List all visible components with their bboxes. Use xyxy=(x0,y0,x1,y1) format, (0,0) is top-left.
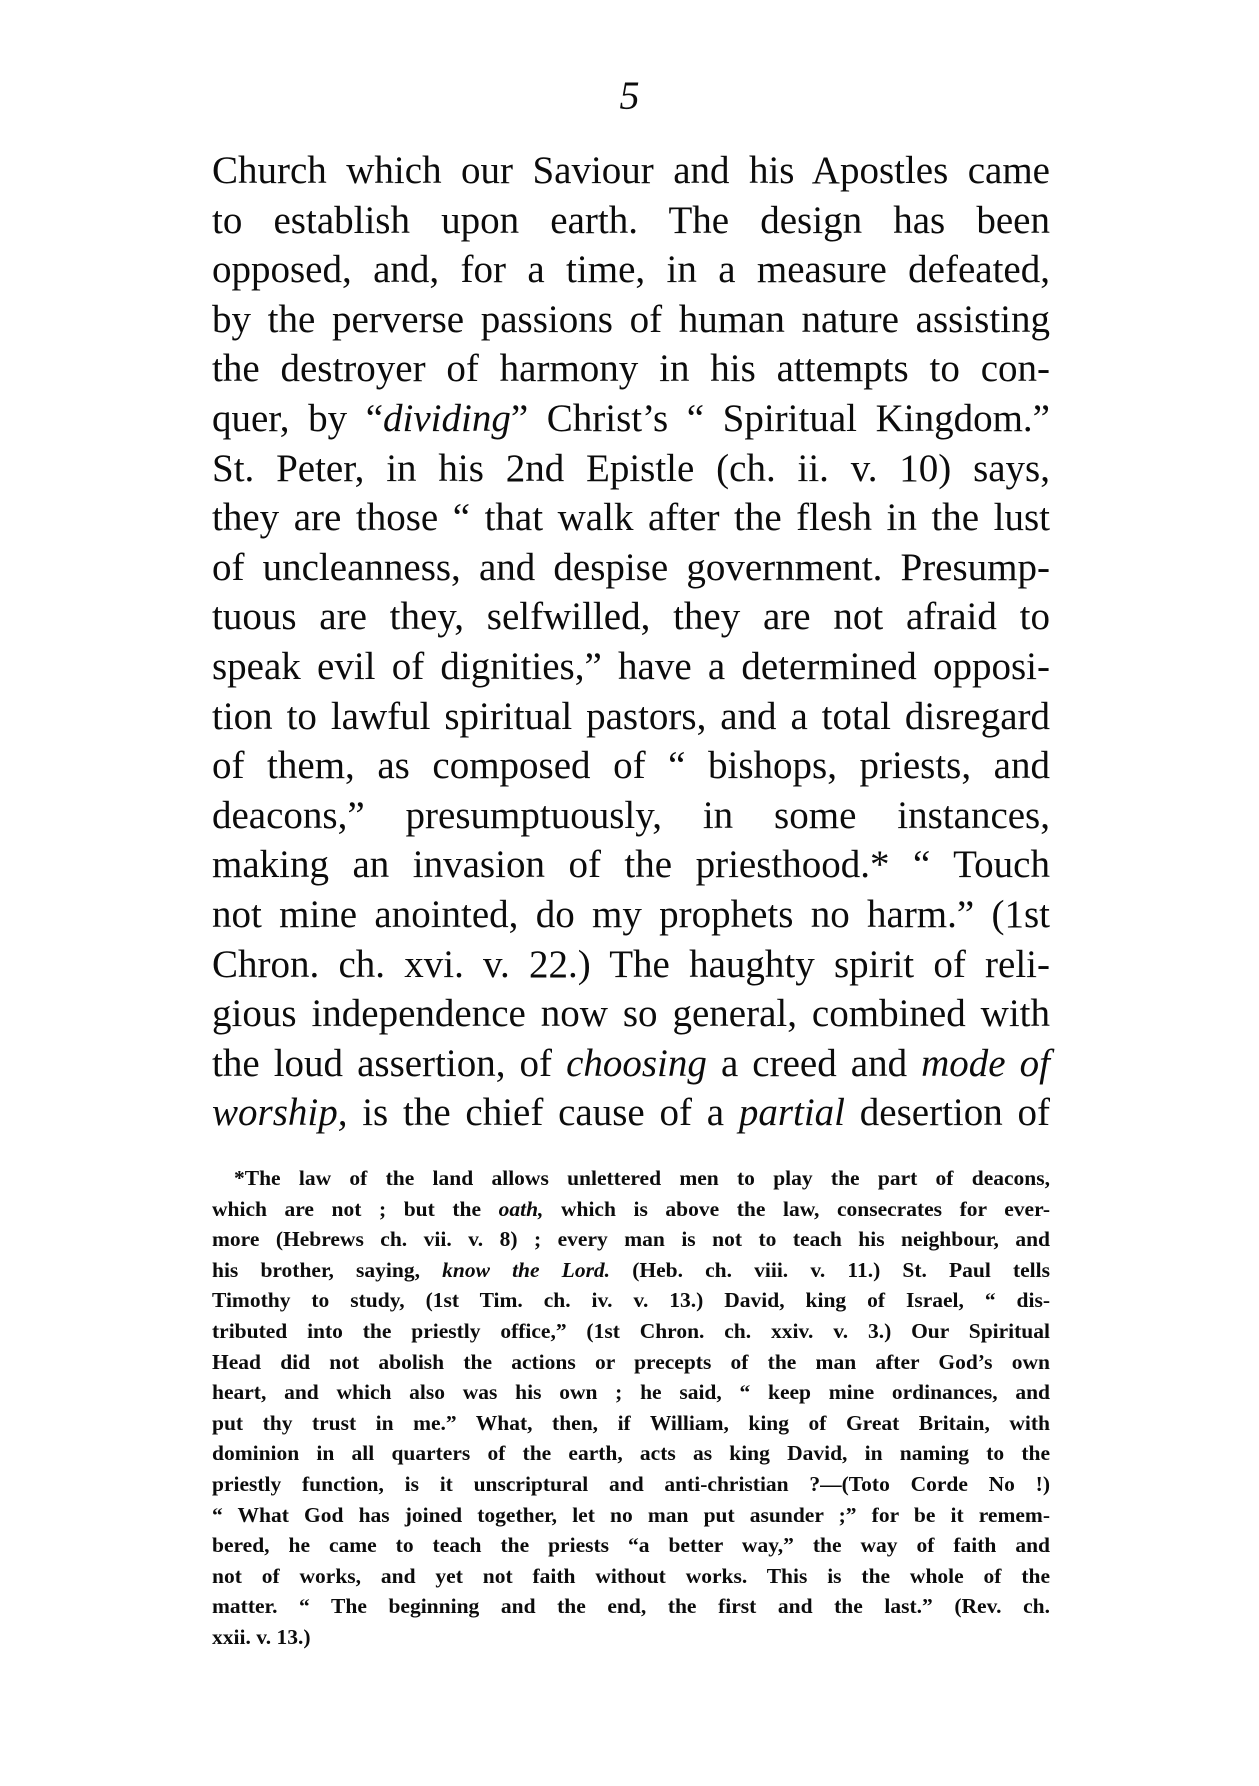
footnote-line: tributed into the priestly office,” (1st Chron. ch. xxiv. v. 3.) Our Spiritual xyxy=(212,1318,1050,1343)
body-line: gious independence now so general, combined with xyxy=(212,992,1050,1036)
emphasis-text: choosing xyxy=(566,1041,707,1085)
emphasis-text: mode of xyxy=(921,1041,1051,1085)
body-line: they are those “ that walk after the flesh in the lust xyxy=(212,496,1050,540)
footnote-line: more (Hebrews ch. vii. v. 8) ; every man is not to teach his neighbour, and xyxy=(212,1227,1050,1252)
footnote-line: xxii. v. 13.) xyxy=(212,1624,311,1649)
footnote-line: matter. “ The beginning and the end, the first and the last.” (Rev. ch. xyxy=(212,1594,1050,1619)
body-line: worship, is the chief cause of a partial desertion of xyxy=(212,1091,1050,1135)
footnote-line: Head did not abolish the actions or precepts of the man after God’s own xyxy=(212,1349,1050,1374)
body-line: of uncleanness, and despise government. Presump- xyxy=(212,545,1050,589)
footnote-line: *The law of the land allows unlettered men to play the part of deacons, xyxy=(234,1166,1050,1190)
footnote xyxy=(212,1163,1050,1653)
body-line: not mine anointed, do my prophets no harm.” (1st xyxy=(212,892,1050,936)
emphasis-text: oath, xyxy=(498,1196,544,1221)
body-line: tion to lawful spiritual pastors, and a total disregard xyxy=(212,694,1050,738)
footnote-line: Timothy to study, (1st Tim. ch. iv. v. 13.) David, king of Israel, “ dis- xyxy=(212,1288,1050,1313)
emphasis-text: partial xyxy=(738,1091,846,1135)
body-line: Church which our Saviour and his Apostles came xyxy=(212,149,1050,192)
footnote-line: put thy trust in me.” What, then, if William, king of Great Britain, with xyxy=(212,1410,1050,1435)
body-line: St. Peter, in his 2nd Epistle (ch. ii. v. 10) says, xyxy=(212,446,1050,490)
footnote-line: heart, and which also was his own ; he said, “ keep mine ordinances, and xyxy=(212,1380,1050,1405)
body-line: the destroyer of harmony in his attempts to con- xyxy=(212,347,1050,391)
body-line: by the perverse passions of human nature assisting xyxy=(212,297,1050,341)
body-line: opposed, and, for a time, in a measure defeated, xyxy=(212,248,1050,292)
body-line: deacons,” presumptuously, in some instances, xyxy=(212,793,1050,837)
body-line: Chron. ch. xvi. v. 22.) The haughty spirit of reli- xyxy=(212,942,1050,986)
footnote-line: not of works, and yet not faith without works. This is the whole of the xyxy=(212,1563,1050,1588)
footnote-line: which are not ; but the oath, which is above the law, consecrates for ever- xyxy=(212,1196,1050,1221)
body-text xyxy=(212,146,1050,1138)
footnote-line: dominion in all quarters of the earth, acts as king David, in naming to the xyxy=(212,1441,1050,1466)
footnote-line: his brother, saying, know the Lord. (Heb. ch. viii. v. 11.) St. Paul tells xyxy=(212,1257,1050,1282)
body-line: of them, as composed of “ bishops, priests, and xyxy=(212,744,1050,788)
page-number: 5 xyxy=(619,73,640,118)
body-line: the loud assertion, of choosing a creed and mode of xyxy=(212,1041,1051,1085)
emphasis-text: dividing xyxy=(383,396,511,440)
body-line: speak evil of dignities,” have a determined opposi- xyxy=(212,644,1050,688)
body-line: tuous are they, selfwilled, they are not afraid to xyxy=(212,595,1050,639)
footnote-line: “ What God has joined together, let no man put asunder ;” for be it remem- xyxy=(212,1502,1050,1527)
emphasis-text: worship, xyxy=(212,1091,348,1135)
body-line: quer, by “dividing” Christ’s “ Spiritual Kingdom.” xyxy=(212,396,1050,440)
body-line: making an invasion of the priesthood.* “ Touch xyxy=(212,843,1050,887)
footnote-line: bered, he came to teach the priests “a better way,” the way of faith and xyxy=(212,1533,1050,1558)
body-line: to establish upon earth. The design has been xyxy=(212,198,1050,242)
footnote-line: priestly function, is it unscriptural and anti-christian ?—(Toto Corde No !) xyxy=(212,1471,1050,1496)
emphasis-text: know the Lord. xyxy=(442,1257,611,1282)
